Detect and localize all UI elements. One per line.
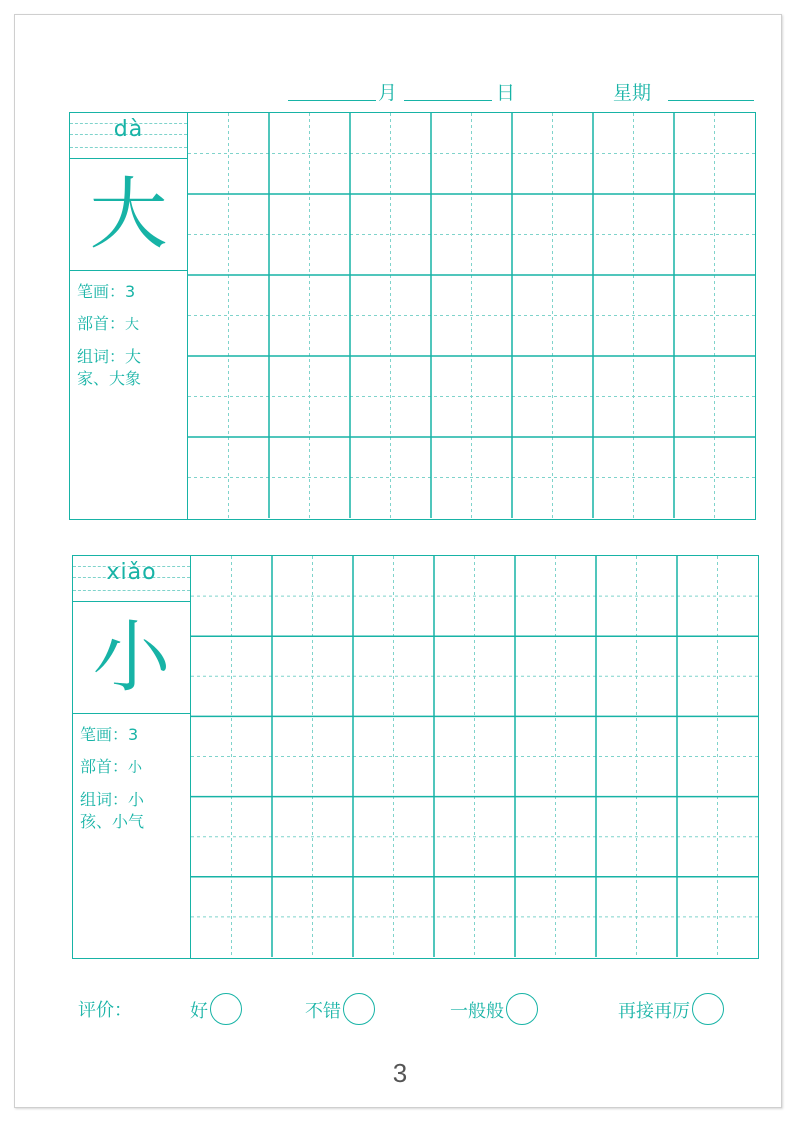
radical-label: 部首： — [77, 314, 126, 333]
radical-line — [80, 756, 186, 779]
pinyin-box — [70, 113, 187, 159]
character-card-xiao — [72, 555, 759, 959]
words-line: 组词：大 — [77, 347, 142, 366]
character-meta — [80, 724, 186, 833]
character-card-da — [69, 112, 756, 520]
radical-line — [77, 313, 183, 336]
pinyin-box — [73, 556, 190, 602]
day-label: 日 — [496, 82, 516, 104]
words-line-cont: 孩、小气 — [80, 812, 145, 831]
rating-so-so-label: 一般般 — [450, 1001, 504, 1022]
rating-so-so-circle[interactable] — [506, 993, 538, 1025]
radical-value: 小 — [128, 760, 143, 776]
practice-grid[interactable] — [191, 556, 758, 957]
pinyin-text: dà — [113, 117, 144, 142]
rating-not-bad-label: 不错 — [305, 1001, 341, 1022]
rating-keep-trying-circle[interactable] — [692, 993, 724, 1025]
rating-so-so[interactable] — [450, 996, 538, 1028]
weekday-label: 星期 — [613, 82, 652, 104]
radical-label: 部首： — [80, 757, 129, 776]
day-blank[interactable] — [404, 100, 492, 101]
character-meta — [77, 281, 183, 390]
character-info-panel — [73, 556, 191, 958]
date-header — [0, 78, 800, 104]
rating-good[interactable] — [190, 996, 242, 1028]
radical-value: 大 — [125, 317, 140, 333]
month-blank[interactable] — [288, 100, 376, 101]
page-number: 3 — [392, 1058, 408, 1088]
rating-not-bad[interactable] — [305, 996, 375, 1028]
words-line: 组词：小 — [80, 790, 145, 809]
pinyin-text: xiǎo — [106, 560, 157, 585]
rating-keep-trying-label: 再接再厉 — [618, 1001, 690, 1022]
evaluation-row — [0, 990, 800, 1030]
model-character: 大 — [70, 159, 187, 271]
rating-good-label: 好 — [190, 1001, 208, 1022]
stroke-count: 笔画：3 — [80, 725, 139, 744]
month-label: 月 — [378, 82, 398, 104]
rating-good-circle[interactable] — [210, 993, 242, 1025]
practice-grid[interactable] — [188, 113, 755, 518]
weekday-blank[interactable] — [668, 100, 754, 101]
stroke-count: 笔画：3 — [77, 282, 136, 301]
evaluation-label: 评价： — [78, 1000, 132, 1021]
practice-grid-svg[interactable] — [191, 556, 758, 957]
model-character: 小 — [73, 602, 190, 714]
words-line-cont: 家、大象 — [77, 369, 142, 388]
rating-not-bad-circle[interactable] — [343, 993, 375, 1025]
character-info-panel — [70, 113, 188, 519]
rating-keep-trying[interactable] — [618, 996, 724, 1028]
practice-grid-svg[interactable] — [188, 113, 755, 518]
